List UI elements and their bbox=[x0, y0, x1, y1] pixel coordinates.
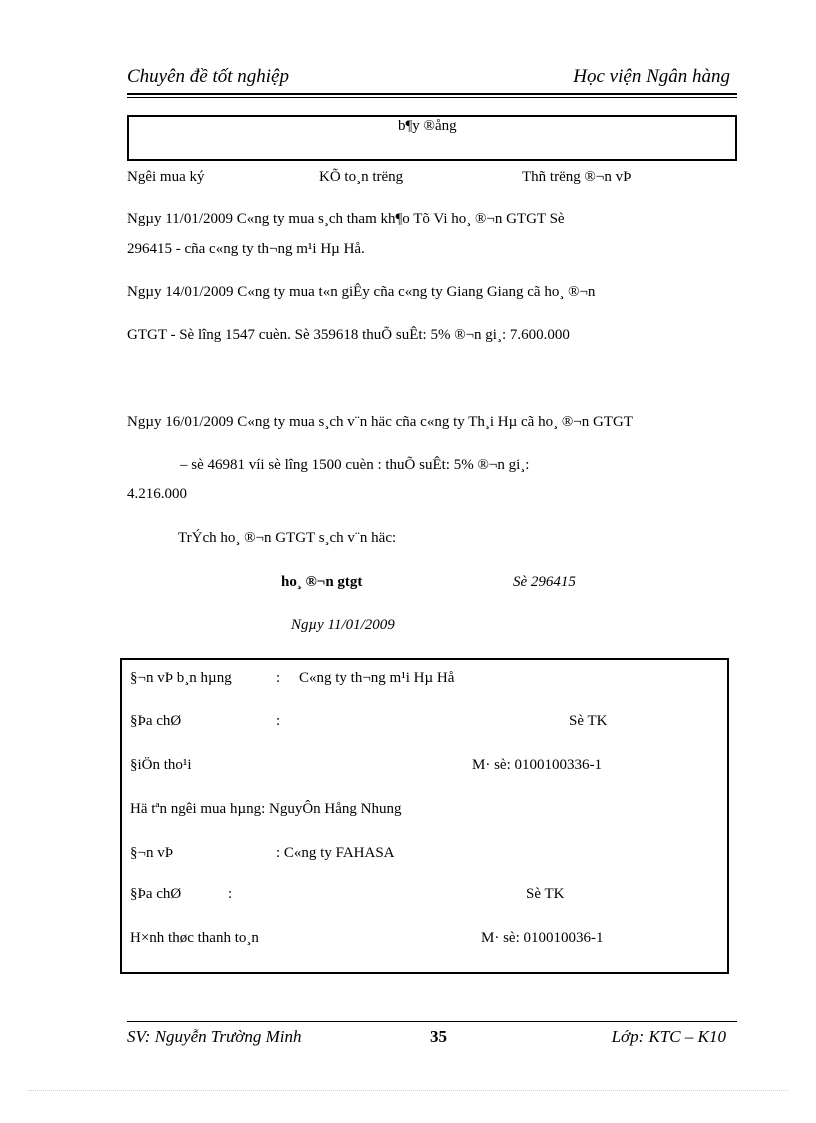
paragraph-3-line-3: 4.216.000 bbox=[127, 486, 187, 502]
paragraph-4: TrÝch ho¸ ®¬n GTGT s¸ch v¨n häc: bbox=[178, 530, 397, 546]
footer-student: SV: Nguyễn Trường Minh bbox=[127, 1027, 302, 1046]
invoice-date: Ngµy 11/01/2009 bbox=[291, 617, 395, 633]
address1-label: §Þa chØ bbox=[130, 713, 182, 729]
address1-colon: : bbox=[276, 713, 281, 729]
header-rule-thick bbox=[127, 93, 737, 95]
unit-value: : C«ng ty FAHASA bbox=[276, 845, 395, 861]
payment-method-label: H×nh thøc thanh to¸n bbox=[130, 930, 259, 946]
unit-label: §¬n vÞ bbox=[130, 845, 174, 861]
account1-label: Sè TK bbox=[569, 713, 608, 729]
paragraph-1-line-1: Ngµy 11/01/2009 C«ng ty mua s¸ch tham kh¶o Tõ Vi ho¸ ®¬n GTGT Sè bbox=[127, 211, 565, 227]
seller-colon: : bbox=[276, 670, 281, 686]
seller-label: §¬n vÞ b¸n hµng bbox=[130, 670, 232, 686]
paragraph-2-line-1: Ngµy 14/01/2009 C«ng ty mua t«n giÊy cña c«ng ty Giang Giang cã ho¸ ®¬n bbox=[127, 284, 596, 300]
invoice-number: Sè 296415 bbox=[513, 574, 576, 590]
footer-class: Lớp: KTC – K10 bbox=[611, 1027, 726, 1046]
paragraph-3-line-1: Ngµy 16/01/2009 C«ng ty mua s¸ch v¨n häc cña c«ng ty Th¸i Hµ cã ho¸ ®¬n GTGT bbox=[127, 414, 633, 430]
account2-label: Sè TK bbox=[526, 886, 565, 902]
paragraph-1-line-2: 296415 - cña c«ng ty th¬ng m¹i Hµ Hå. bbox=[127, 241, 365, 257]
header-rule-thin bbox=[127, 97, 737, 98]
footer-page-number: 35 bbox=[430, 1027, 447, 1046]
footer-rule bbox=[127, 1021, 737, 1022]
invoice-title: ho¸ ®¬n gtgt bbox=[281, 574, 363, 590]
buyer-name-line: Hä tªn ngêi mua hµng: NguyÔn Hång Nhung bbox=[130, 801, 402, 817]
address2-label: §Þa chØ bbox=[130, 886, 182, 902]
paragraph-2-line-2: GTGT - Sè lîng 1547 cuèn. Sè 359618 thuÕ suÊt: 5% ®¬n gi¸: 7.600.000 bbox=[127, 327, 570, 343]
phone-label: §iÖn tho¹i bbox=[130, 757, 192, 773]
col-header-buyer: Ngêi mua ký bbox=[127, 169, 205, 185]
tax-code-1: M· sè: 0100100336-1 bbox=[472, 757, 602, 773]
paragraph-3-line-2: – sè 46981 víi sè lîng 1500 cuèn : thuÕ suÊt: 5% ®¬n gi¸: bbox=[180, 457, 530, 473]
page-bottom-dotted-line bbox=[28, 1090, 788, 1091]
col-header-accountant: KÕ to¸n trëng bbox=[319, 169, 404, 185]
col-header-director: Thñ trëng ®¬n vÞ bbox=[522, 169, 632, 185]
header-right: Học viện Ngân hàng bbox=[573, 66, 730, 87]
address2-colon: : bbox=[228, 886, 233, 902]
table-title: b¶y ®ång bbox=[398, 118, 457, 134]
header-left: Chuyên đề tốt nghiệp bbox=[127, 66, 289, 87]
tax-code-2: M· sè: 010010036-1 bbox=[481, 930, 604, 946]
seller-value: C«ng ty th¬ng m¹i Hµ Hå bbox=[299, 670, 455, 686]
